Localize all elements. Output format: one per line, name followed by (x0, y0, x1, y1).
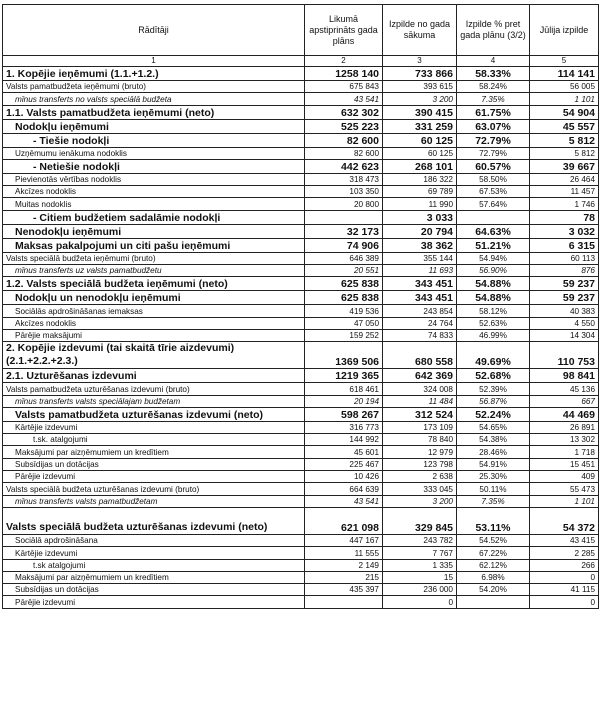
table-row (3, 265, 599, 277)
row-exec: 680 558 (383, 342, 457, 369)
row-plan: 20 800 (305, 198, 383, 210)
col-number: 4 (457, 56, 530, 67)
row-pct (457, 596, 530, 608)
row-pct: 58.50% (457, 173, 530, 185)
row-label: Valsts speciālā budžeta uzturēšanas izdevumi (neto) (3, 507, 305, 534)
row-pct: 72.79% (457, 147, 530, 159)
row-plan (305, 210, 383, 224)
row-plan: 47 050 (305, 317, 383, 329)
row-exec: 24 764 (383, 317, 457, 329)
row-label: Akcīzes nodoklis (3, 317, 305, 329)
table-row (3, 559, 599, 571)
row-label: Muitas nodoklis (3, 198, 305, 210)
row-july: 2 285 (530, 547, 599, 559)
row-pct: 54.20% (457, 584, 530, 596)
row-exec: 38 362 (383, 238, 457, 252)
row-pct: 67.22% (457, 547, 530, 559)
header-july: Jūlija izpilde (530, 5, 599, 56)
row-plan: 32 173 (305, 224, 383, 238)
row-pct: 54.52% (457, 534, 530, 546)
table-row (3, 547, 599, 559)
header-plan: Likumā apstiprināts gada plāns (305, 5, 383, 56)
row-exec: 355 144 (383, 252, 457, 264)
row-exec: 1 335 (383, 559, 457, 571)
row-plan: 447 167 (305, 534, 383, 546)
row-plan: 159 252 (305, 329, 383, 341)
row-exec: 123 798 (383, 458, 457, 470)
row-label: mīnus transferts uz valsts pamatbudžetu (3, 265, 305, 277)
row-pct: 25.30% (457, 471, 530, 483)
row-pct: 54.88% (457, 277, 530, 291)
row-plan: 625 838 (305, 291, 383, 305)
row-plan: 646 389 (305, 252, 383, 264)
row-exec: 236 000 (383, 584, 457, 596)
row-july: 4 550 (530, 317, 599, 329)
row-exec: 12 979 (383, 446, 457, 458)
table-row (3, 421, 599, 433)
table-row (3, 407, 599, 421)
table-row (3, 198, 599, 210)
row-july: 1 718 (530, 446, 599, 458)
row-exec: 243 782 (383, 534, 457, 546)
row-exec: 329 845 (383, 507, 457, 534)
row-plan: 20 194 (305, 395, 383, 407)
row-pct: 52.24% (457, 407, 530, 421)
row-july: 40 383 (530, 305, 599, 317)
table-row (3, 507, 599, 534)
table-row (3, 105, 599, 119)
row-july: 56 005 (530, 81, 599, 93)
header-row (3, 5, 599, 56)
row-pct: 58.33% (457, 67, 530, 81)
table-row (3, 133, 599, 147)
row-july: 54 372 (530, 507, 599, 534)
row-plan: 316 773 (305, 421, 383, 433)
row-pct: 54.94% (457, 252, 530, 264)
row-july: 98 841 (530, 369, 599, 383)
row-label: mīnus transferts valsts speciālajam budžetam (3, 395, 305, 407)
row-exec: 20 794 (383, 224, 457, 238)
row-july: 26 464 (530, 173, 599, 185)
row-pct: 57.64% (457, 198, 530, 210)
table-body (3, 67, 599, 609)
table-row (3, 67, 599, 81)
row-exec: 15 (383, 571, 457, 583)
row-exec: 343 451 (383, 291, 457, 305)
row-label: Maksājumi par aizņēmumiem un kredītiem (3, 571, 305, 583)
row-plan: 20 551 (305, 265, 383, 277)
row-pct: 51.21% (457, 238, 530, 252)
row-label: 2.1. Uzturēšanas izdevumi (3, 369, 305, 383)
row-plan: 435 397 (305, 584, 383, 596)
row-exec: 69 789 (383, 186, 457, 198)
row-exec: 268 101 (383, 159, 457, 173)
row-july: 876 (530, 265, 599, 277)
table-row (3, 434, 599, 446)
row-label: Sociālā apdrošināšana (3, 534, 305, 546)
table-row (3, 534, 599, 546)
row-plan: 318 473 (305, 173, 383, 185)
row-plan: 1258 140 (305, 67, 383, 81)
row-label: 1. Kopējie ieņēmumi (1.1.+1.2.) (3, 67, 305, 81)
row-pct: 54.38% (457, 434, 530, 446)
row-exec: 11 484 (383, 395, 457, 407)
col-number: 5 (530, 56, 599, 67)
row-label: Uzņēmumu ienākuma nodoklis (3, 147, 305, 159)
row-label: Maksājumi par aizņēmumiem un kredītiem (3, 446, 305, 458)
row-july: 11 457 (530, 186, 599, 198)
row-july: 45 557 (530, 119, 599, 133)
row-plan: 10 426 (305, 471, 383, 483)
row-label: Pārējie izdevumi (3, 596, 305, 608)
row-exec: 0 (383, 596, 457, 608)
table-row (3, 342, 599, 369)
row-exec: 393 615 (383, 81, 457, 93)
row-label: 2. Kopējie izdevumi (tai skaitā tīrie aizdevumi) (2.1.+2.2.+2.3.) (3, 342, 305, 369)
row-exec: 390 415 (383, 105, 457, 119)
table-row (3, 383, 599, 395)
row-pct: 58.12% (457, 305, 530, 317)
row-label: Valsts pamatbudžeta uzturēšanas izdevumi (neto) (3, 407, 305, 421)
row-plan: 225 467 (305, 458, 383, 470)
row-label: Valsts speciālā budžeta ieņēmumi (bruto) (3, 252, 305, 264)
row-label: - Tiešie nodokļi (3, 133, 305, 147)
table-row (3, 369, 599, 383)
row-pct: 63.07% (457, 119, 530, 133)
row-label: Valsts speciālā budžeta uzturēšanas izdevumi (bruto) (3, 483, 305, 495)
col-number: 1 (3, 56, 305, 67)
row-label: - Netiešie nodokļi (3, 159, 305, 173)
row-label: Pievienotās vērtības nodoklis (3, 173, 305, 185)
row-plan: 598 267 (305, 407, 383, 421)
header-label: Rādītāji (3, 5, 305, 56)
row-july: 1 101 (530, 93, 599, 105)
row-plan: 215 (305, 571, 383, 583)
column-number-row (3, 56, 599, 67)
row-july: 43 415 (530, 534, 599, 546)
row-pct: 54.91% (457, 458, 530, 470)
row-label: Kārtējie izdevumi (3, 421, 305, 433)
row-exec: 733 866 (383, 67, 457, 81)
row-exec: 186 322 (383, 173, 457, 185)
row-label: Pārējie izdevumi (3, 471, 305, 483)
row-exec: 11 990 (383, 198, 457, 210)
table-row (3, 471, 599, 483)
row-label: Nodokļu ieņēmumi (3, 119, 305, 133)
row-july: 5 812 (530, 147, 599, 159)
row-plan: 664 639 (305, 483, 383, 495)
row-pct: 56.90% (457, 265, 530, 277)
table-row (3, 238, 599, 252)
row-pct: 49.69% (457, 342, 530, 369)
row-plan: 45 601 (305, 446, 383, 458)
row-july: 266 (530, 559, 599, 571)
row-exec: 3 200 (383, 93, 457, 105)
table-row (3, 119, 599, 133)
row-plan (305, 596, 383, 608)
table-row (3, 483, 599, 495)
row-pct: 72.79% (457, 133, 530, 147)
row-july: 59 237 (530, 291, 599, 305)
row-label: Akcīzes nodoklis (3, 186, 305, 198)
row-pct: 52.39% (457, 383, 530, 395)
row-pct: 46.99% (457, 329, 530, 341)
row-label: mīnus transferts valsts pamatbudžetam (3, 495, 305, 507)
row-label: Valsts pamatbudžeta ieņēmumi (bruto) (3, 81, 305, 93)
row-plan: 1219 365 (305, 369, 383, 383)
table-row (3, 329, 599, 341)
table-row (3, 395, 599, 407)
row-exec: 331 259 (383, 119, 457, 133)
row-pct: 58.24% (457, 81, 530, 93)
row-plan: 103 350 (305, 186, 383, 198)
row-exec: 11 693 (383, 265, 457, 277)
table-row (3, 458, 599, 470)
row-label: Sociālās apdrošināšanas iemaksas (3, 305, 305, 317)
header-exec: Izpilde no gada sākuma (383, 5, 457, 56)
row-plan: 442 623 (305, 159, 383, 173)
row-label: t.sk atalgojumi (3, 559, 305, 571)
budget-table (2, 4, 599, 609)
row-label: Pārējie maksājumi (3, 329, 305, 341)
table-row (3, 147, 599, 159)
row-pct: 54.88% (457, 291, 530, 305)
row-exec: 3 200 (383, 495, 457, 507)
row-label: Subsīdijas un dotācijas (3, 584, 305, 596)
row-pct: 67.53% (457, 186, 530, 198)
row-exec: 642 369 (383, 369, 457, 383)
row-label: - Citiem budžetiem sadalāmie nodokļi (3, 210, 305, 224)
row-pct: 7.35% (457, 495, 530, 507)
row-exec: 60 125 (383, 133, 457, 147)
row-july: 44 469 (530, 407, 599, 421)
row-label: t.sk. atalgojumi (3, 434, 305, 446)
row-july: 0 (530, 596, 599, 608)
table-row (3, 81, 599, 93)
row-pct: 7.35% (457, 93, 530, 105)
row-july: 54 904 (530, 105, 599, 119)
row-plan: 1369 506 (305, 342, 383, 369)
table-row (3, 584, 599, 596)
row-pct: 60.57% (457, 159, 530, 173)
row-plan: 2 149 (305, 559, 383, 571)
row-pct: 52.63% (457, 317, 530, 329)
row-july: 55 473 (530, 483, 599, 495)
row-july: 3 032 (530, 224, 599, 238)
row-pct: 52.68% (457, 369, 530, 383)
row-july: 78 (530, 210, 599, 224)
row-pct: 6.98% (457, 571, 530, 583)
row-pct: 62.12% (457, 559, 530, 571)
row-july: 14 304 (530, 329, 599, 341)
table-row (3, 159, 599, 173)
row-july: 0 (530, 571, 599, 583)
row-july: 15 451 (530, 458, 599, 470)
row-exec: 312 524 (383, 407, 457, 421)
row-exec: 74 833 (383, 329, 457, 341)
row-plan: 525 223 (305, 119, 383, 133)
row-july: 6 315 (530, 238, 599, 252)
row-july: 114 141 (530, 67, 599, 81)
row-label: 1.1. Valsts pamatbudžeta ieņēmumi (neto) (3, 105, 305, 119)
table-row (3, 210, 599, 224)
row-pct: 53.11% (457, 507, 530, 534)
row-pct: 56.87% (457, 395, 530, 407)
header-pct: Izpilde % pret gada plānu (3/2) (457, 5, 530, 56)
row-label: Subsīdijas un dotācijas (3, 458, 305, 470)
row-plan: 625 838 (305, 277, 383, 291)
row-label: Kārtējie izdevumi (3, 547, 305, 559)
row-plan: 74 906 (305, 238, 383, 252)
col-number: 3 (383, 56, 457, 67)
row-exec: 60 125 (383, 147, 457, 159)
row-july: 667 (530, 395, 599, 407)
row-pct: 54.65% (457, 421, 530, 433)
row-exec: 3 033 (383, 210, 457, 224)
row-pct: 50.11% (457, 483, 530, 495)
row-july: 59 237 (530, 277, 599, 291)
table-row (3, 224, 599, 238)
table-row (3, 596, 599, 608)
row-july: 409 (530, 471, 599, 483)
row-exec: 343 451 (383, 277, 457, 291)
row-plan: 632 302 (305, 105, 383, 119)
table-row (3, 571, 599, 583)
row-plan: 675 843 (305, 81, 383, 93)
table-row (3, 305, 599, 317)
row-july: 45 136 (530, 383, 599, 395)
table-row (3, 277, 599, 291)
row-exec: 7 767 (383, 547, 457, 559)
row-plan: 419 536 (305, 305, 383, 317)
row-july: 5 812 (530, 133, 599, 147)
row-label: Nodokļu un nenodokļu ieņēmumi (3, 291, 305, 305)
row-pct: 61.75% (457, 105, 530, 119)
row-exec: 2 638 (383, 471, 457, 483)
row-exec: 333 045 (383, 483, 457, 495)
row-pct: 64.63% (457, 224, 530, 238)
col-number: 2 (305, 56, 383, 67)
row-exec: 173 109 (383, 421, 457, 433)
row-july: 1 101 (530, 495, 599, 507)
row-july: 13 302 (530, 434, 599, 446)
row-plan: 618 461 (305, 383, 383, 395)
row-july: 41 115 (530, 584, 599, 596)
row-plan: 43 541 (305, 93, 383, 105)
row-label: Maksas pakalpojumi un citi pašu ieņēmumi (3, 238, 305, 252)
table-row (3, 495, 599, 507)
row-pct: 28.46% (457, 446, 530, 458)
table-row (3, 446, 599, 458)
row-plan: 621 098 (305, 507, 383, 534)
row-plan: 82 600 (305, 147, 383, 159)
row-label: Valsts pamatbudžeta uzturēšanas izdevumi (bruto) (3, 383, 305, 395)
row-july: 26 891 (530, 421, 599, 433)
row-plan: 82 600 (305, 133, 383, 147)
row-label: mīnus transferts no valsts speciālā budžeta (3, 93, 305, 105)
row-plan: 11 555 (305, 547, 383, 559)
row-july: 60 113 (530, 252, 599, 264)
table-row (3, 173, 599, 185)
table-row (3, 291, 599, 305)
row-exec: 324 008 (383, 383, 457, 395)
row-exec: 78 840 (383, 434, 457, 446)
row-july: 110 753 (530, 342, 599, 369)
row-pct (457, 210, 530, 224)
row-july: 1 746 (530, 198, 599, 210)
row-exec: 243 854 (383, 305, 457, 317)
row-label: Nenodokļu ieņēmumi (3, 224, 305, 238)
table-row (3, 252, 599, 264)
row-label: 1.2. Valsts speciālā budžeta ieņēmumi (neto) (3, 277, 305, 291)
row-plan: 43 541 (305, 495, 383, 507)
row-plan: 144 992 (305, 434, 383, 446)
table-row (3, 93, 599, 105)
table-row (3, 186, 599, 198)
row-july: 39 667 (530, 159, 599, 173)
table-row (3, 317, 599, 329)
